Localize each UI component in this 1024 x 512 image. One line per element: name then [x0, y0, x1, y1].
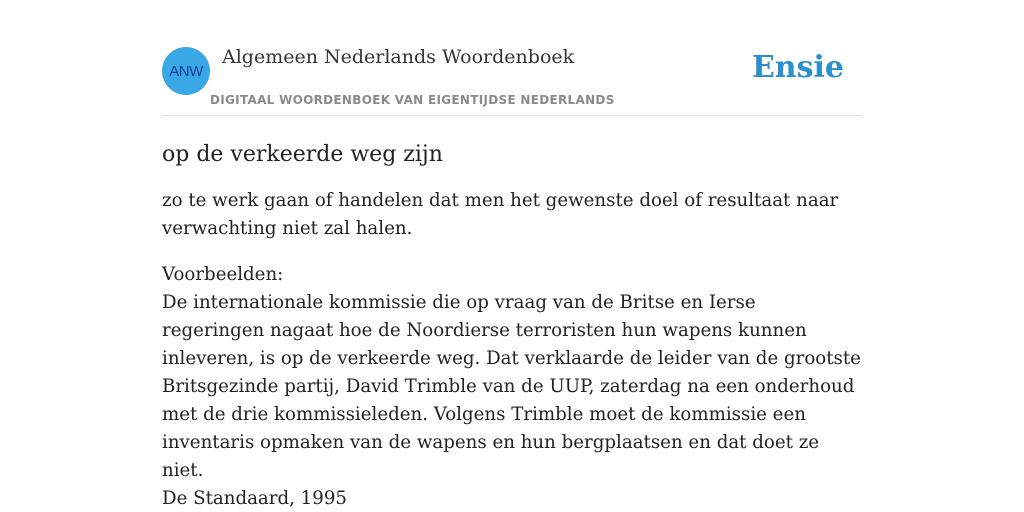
- entry-content: [162, 138, 862, 512]
- anw-logo[interactable]: [162, 47, 210, 95]
- definition: zo te werk gaan of handelen dat men het gewenste doel of resultaat naar verwachting niet zal halen.: [162, 190, 839, 239]
- logo-text: ANW: [169, 62, 203, 80]
- example-source: De Standaard, 1995: [162, 488, 347, 509]
- site-header: [162, 40, 862, 116]
- ensie-brand-logo[interactable]: Ensie: [751, 50, 844, 85]
- dictionary-title[interactable]: Algemeen Nederlands Woordenboek: [222, 46, 575, 68]
- example-text: De internationale kommissie die op vraag van de Britse en Ierse regeringen nagaat hoe de Noordierse terroristen hun wapens kunnen inleveren, is op de verkeerde weg. Dat verklaarde de leider van de grootste Britsgezinde partij, David Trimble van de UUP, zaterdag na een onderhoud met de drie kommissieleden. Volgens Trimble moet de kommissie een inventaris opmaken van de wapens en hun bergplaatsen en dat doet ze niet.: [162, 292, 861, 481]
- examples-block: [162, 261, 862, 512]
- dictionary-subtitle: DIGITAAL WOORDENBOEK VAN EIGENTIJDSE NEDERLANDS: [210, 93, 615, 107]
- headword: op de verkeerde weg zijn: [162, 142, 443, 167]
- examples-label: Voorbeelden:: [162, 264, 284, 285]
